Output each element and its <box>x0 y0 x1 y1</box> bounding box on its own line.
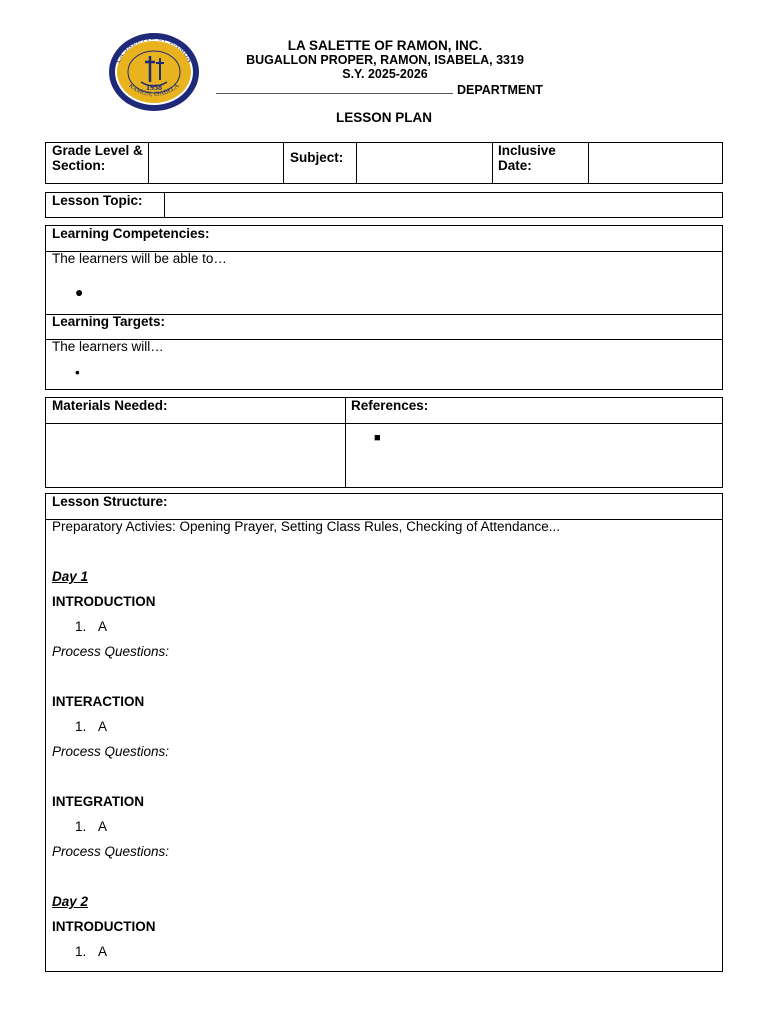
lesson-structure-label: Lesson Structure: <box>52 494 168 509</box>
lesson-topic-row <box>45 192 723 218</box>
day1-interaction-item-text: A <box>98 719 108 734</box>
day1-intro-item-number: 1. <box>75 619 87 634</box>
day1-integration-item-number: 1. <box>75 819 87 834</box>
day1-intro-process-questions: Process Questions: <box>52 644 170 659</box>
day1-heading: Day 1 <box>52 569 89 584</box>
info-row <box>45 142 723 184</box>
day2-intro-item-text: A <box>98 944 108 959</box>
targets-bullet: • <box>75 365 80 380</box>
seal-bottom-text: RAMON, ISABELA <box>127 82 181 98</box>
day1-integration-item-text: A <box>98 819 108 834</box>
school-year: S.Y. 2025-2026 <box>342 67 428 81</box>
subject-field[interactable] <box>357 143 492 183</box>
day1-interaction-heading: INTERACTION <box>52 694 145 709</box>
day2-intro-item-number: 1. <box>75 944 87 959</box>
day1-interaction-item-number: 1. <box>75 719 87 734</box>
seal-year: 1958 <box>146 83 162 92</box>
day1-introduction-heading: INTRODUCTION <box>52 594 156 609</box>
targets-label: Learning Targets: <box>52 314 166 329</box>
day1-intro-item-text: A <box>98 619 108 634</box>
lesson-structure-box <box>45 493 723 972</box>
lesson-topic-field[interactable] <box>165 193 722 217</box>
competencies-targets-box <box>45 225 723 390</box>
references-bullet: ■ <box>374 432 381 444</box>
preparatory-activities: Preparatory Activies: Opening Prayer, Setting Class Rules, Checking of Attendance... <box>52 519 561 534</box>
day1-integration-heading: INTEGRATION <box>52 794 144 809</box>
day2-heading: Day 2 <box>52 894 89 909</box>
references-label: References: <box>351 398 429 413</box>
inclusive-date-field[interactable] <box>589 143 723 183</box>
targets-intro: The learners will… <box>52 339 164 354</box>
competencies-intro: The learners will be able to… <box>52 251 227 266</box>
competencies-bullet: ● <box>75 284 84 300</box>
materials-label: Materials Needed: <box>52 398 168 413</box>
day1-integration-process-questions: Process Questions: <box>52 844 170 859</box>
competencies-label: Learning Competencies: <box>52 226 210 241</box>
grade-level-field[interactable] <box>149 143 283 183</box>
department-label: DEPARTMENT <box>457 83 543 97</box>
department-line <box>216 81 543 97</box>
school-address: BUGALLON PROPER, RAMON, ISABELA, 3319 <box>246 53 524 67</box>
lesson-topic-label: Lesson Topic: <box>52 193 143 208</box>
subject-label: Subject: <box>290 150 344 165</box>
materials-field[interactable] <box>46 424 345 487</box>
document-title: LESSON PLAN <box>335 110 432 125</box>
department-blank[interactable] <box>216 81 453 94</box>
school-name: LA SALETTE OF RAMON, INC. <box>287 38 483 53</box>
seal-top-text: LA SALETTE OF RAMON <box>113 33 195 65</box>
school-seal-logo <box>108 32 200 112</box>
day2-introduction-heading: INTRODUCTION <box>52 919 156 934</box>
inclusive-date-label: Inclusive Date: <box>498 143 556 173</box>
materials-references-box <box>45 397 723 488</box>
grade-level-label: Grade Level & Section: <box>52 143 143 173</box>
day1-interaction-process-questions: Process Questions: <box>52 744 170 759</box>
